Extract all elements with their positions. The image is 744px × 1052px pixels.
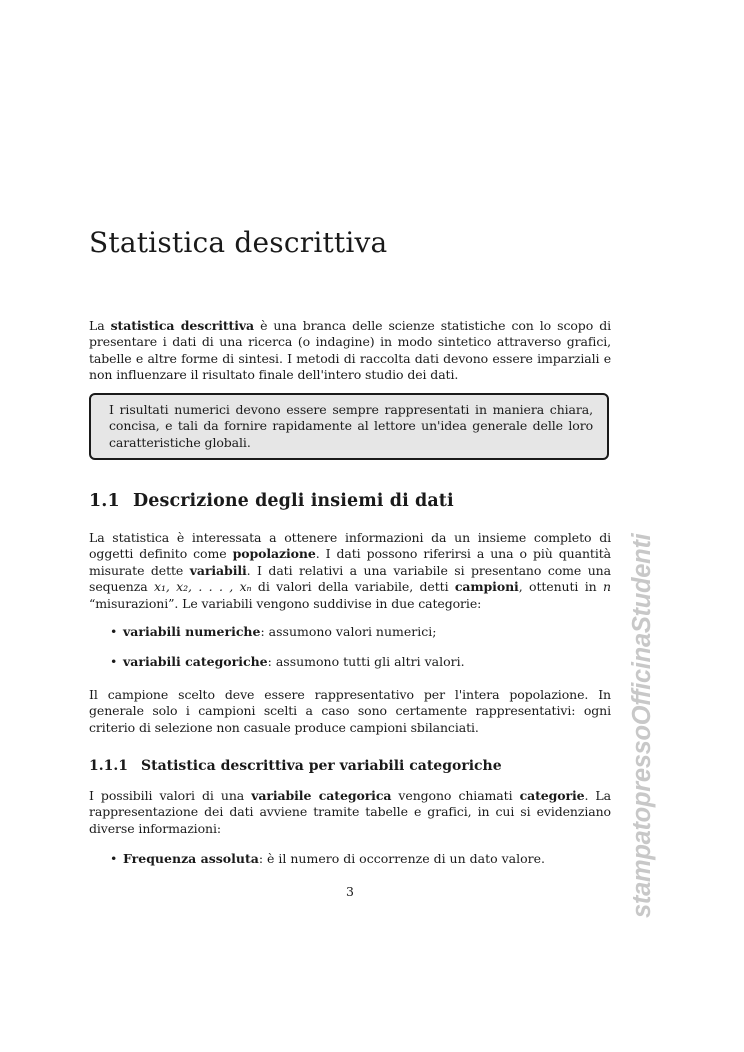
- section-number: 1.1: [89, 491, 120, 511]
- watermark: stampatopressoOfficinaStudenti: [628, 533, 656, 918]
- section-text: . I dati possono riferirsi a una o più quantità misurate dette: [89, 546, 611, 578]
- section-text: di valori della variabile, detti: [251, 579, 455, 595]
- subsection-title: Statistica descrittiva per variabili categoriche: [141, 758, 502, 774]
- bullet-icon: •: [110, 654, 118, 670]
- subsection-text: . La rappresentazione dei dati avviene tramite tabelle e grafici, in cui si evidenziano diverse informazioni:: [89, 788, 611, 836]
- intro-text: La: [89, 318, 111, 333]
- bullet-text: : assumono valori numerici;: [260, 624, 437, 639]
- section-paragraph-1: [89, 530, 611, 612]
- section-title: Descrizione degli insiemi di dati: [133, 491, 454, 511]
- intro-paragraph: [89, 318, 611, 384]
- chapter-title: Statistica descrittiva: [89, 226, 388, 259]
- callout-text: I risultati numerici devono essere sempre rappresentati in maniera chiara, concisa, e tali da fornire rapidamente al lettore un'idea generale delle loro caratteristiche globali.: [109, 402, 593, 450]
- list-item: [110, 624, 610, 640]
- bullet-bold: Frequenza assoluta: [123, 851, 259, 866]
- section-text: “misurazioni”. Le variabili vengono suddivise in due categorie:: [89, 595, 482, 611]
- subsection-number: 1.1.1: [89, 758, 128, 774]
- math-sequence: x₁, x₂, . . . , xₙ: [154, 579, 252, 595]
- frequency-list: [110, 851, 610, 867]
- callout-box: [89, 393, 609, 460]
- subsection-paragraph: [89, 788, 611, 837]
- section-text: La statistica è interessata a ottenere informazioni da un insieme completo di oggetti definito come: [89, 530, 611, 562]
- subsection-text: vengono chiamati: [391, 788, 520, 803]
- list-item: [110, 654, 610, 670]
- term-popolazione: popolazione: [232, 546, 316, 562]
- section-paragraph-2: Il campione scelto deve essere rappresentativo per l'intera popolazione. In generale solo i campioni scelti a caso sono certamente rappresentativi: ogni criterio di selezione non casuale produce campioni sbilanciati.: [89, 687, 611, 735]
- term-variabile-categorica: variabile categorica: [251, 788, 392, 803]
- section-text: , ottenuti in: [518, 579, 604, 595]
- bullet-bold: variabili numeriche: [123, 624, 261, 639]
- subsection-text: I possibili valori di una: [89, 788, 252, 803]
- page-number: 3: [346, 884, 354, 899]
- math-n: n: [603, 579, 611, 595]
- subsection-heading: [89, 758, 502, 774]
- term-campioni: campioni: [454, 579, 519, 595]
- bullet-text: : è il numero di occorrenze di un dato valore.: [258, 851, 545, 866]
- term-variabili: variabili: [189, 562, 247, 578]
- variable-types-list: [110, 624, 610, 671]
- section-text: . I dati relativi a una variabile si presentano come una sequenza: [89, 562, 611, 595]
- list-item: [110, 851, 610, 867]
- section-heading: [89, 491, 454, 511]
- intro-text: è una branca delle scienze statistiche con lo scopo di presentare i dati di una ricerca (o indagine) in modo sintetico attraverso grafici, tabelle e altre forme di sintesi. I metodi di raccolta dati devono essere imparziali e non influenzare il risultato finale dell'intero studio dei dati.: [89, 318, 611, 383]
- bullet-icon: •: [110, 851, 118, 866]
- bullet-icon: •: [110, 624, 118, 639]
- bullet-text: : assumono tutti gli altri valori.: [267, 654, 465, 670]
- intro-bold-term: statistica descrittiva: [110, 318, 255, 333]
- bullet-bold: variabili categoriche: [123, 654, 268, 670]
- term-categorie: categorie: [519, 788, 585, 803]
